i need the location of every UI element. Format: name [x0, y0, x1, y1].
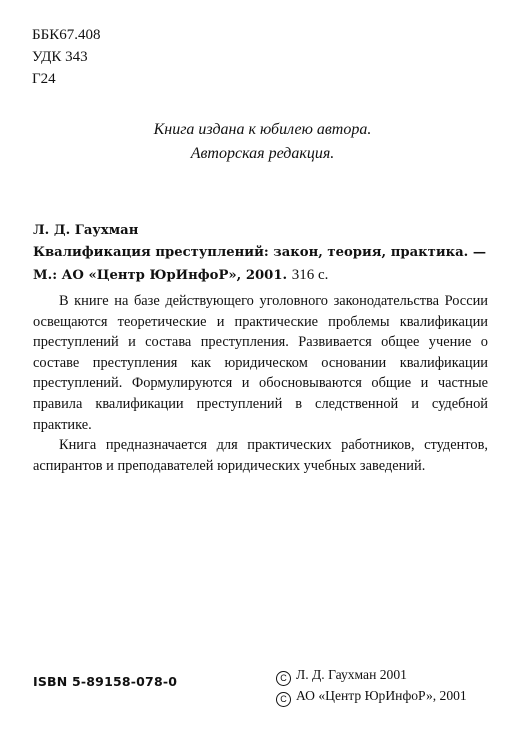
copyright-publisher [276, 686, 467, 707]
dedication-note [0, 118, 505, 166]
dedication-line-1: Книга издана к юбилею автора. [153, 121, 372, 138]
abstract-paragraph-1: В книге на базе действующего уголовного законодательства России освещаются теоретические и практические проблемы квалификации преступлений и состава преступления. Развивается общее учение о составе преступления как юридическом основании квалификации преступлений. Формулируются и обосновываются общие и частные правила квалификации преступлений в следственной и судебной практике. [33, 293, 488, 433]
bbk-code: ББК67.408 [32, 27, 101, 43]
dedication-line-2: Авторская редакция. [190, 145, 335, 162]
classification-codes [32, 24, 100, 90]
copyright-icon: C [276, 692, 291, 707]
isbn-number: ISBN 5-89158-078-0 [33, 674, 178, 689]
publisher-line [33, 264, 493, 287]
publisher-info: М.: АО «Центр ЮрИнфоР», 2001. [33, 268, 288, 283]
copyright-author-text: Л. Д. Гаухман 2001 [296, 667, 407, 682]
copyright-icon: C [276, 671, 291, 686]
bibliographic-record [33, 220, 493, 287]
page-count: 316 с. [291, 267, 329, 283]
udk-code: УДК 343 [32, 49, 88, 65]
book-author: Л. Д. Гаухман [33, 223, 139, 238]
copyright-author [276, 665, 467, 686]
abstract-paragraph-2: Книга предназначается для практических работников, студентов, аспирантов и преподавателей юридических учебных заведений. [33, 437, 488, 474]
copyright-block [276, 665, 467, 707]
book-title: Квалификация преступлений: закон, теория, практика. — [33, 245, 487, 260]
copyright-publisher-text: АО «Центр ЮрИнфоР», 2001 [296, 688, 467, 703]
author-sign-code: Г24 [32, 71, 56, 87]
abstract [33, 291, 488, 476]
